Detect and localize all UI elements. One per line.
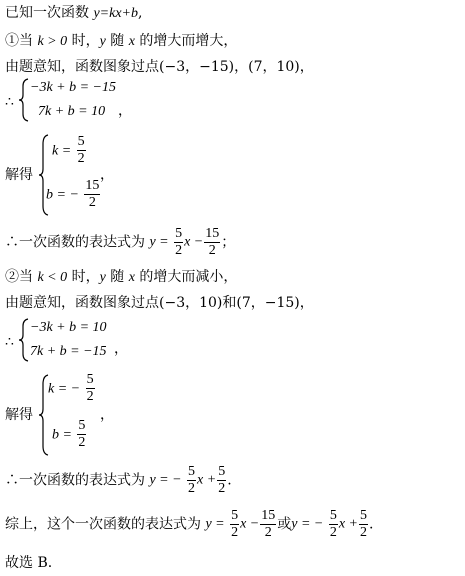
expr2-text: ∴一次函数的表达式为 bbox=[5, 472, 150, 489]
expr2-lhs: y = − bbox=[149, 472, 182, 488]
case2-t2: 随 bbox=[105, 269, 129, 285]
sys2-tail: ， bbox=[114, 341, 128, 357]
summary-line bbox=[5, 508, 373, 541]
denominator: 2 bbox=[188, 481, 196, 496]
sol1-b-lhs: b = − bbox=[46, 187, 79, 203]
numerator: 5 bbox=[329, 508, 337, 523]
sol2-b-row bbox=[52, 418, 87, 451]
case1-t2: 随 bbox=[105, 33, 129, 49]
case1-cond: k > 0 bbox=[37, 34, 68, 49]
numerator: 15 bbox=[85, 178, 100, 193]
fraction bbox=[187, 464, 196, 497]
case1-points bbox=[5, 58, 314, 76]
denominator: 2 bbox=[84, 194, 100, 211]
numerator: 5 bbox=[86, 372, 94, 387]
therefore-symbol: ∴ bbox=[5, 94, 14, 110]
fraction bbox=[329, 508, 338, 541]
sys1-tail: ， bbox=[118, 103, 132, 119]
summary-b-mid: x + bbox=[338, 516, 358, 532]
answer-line bbox=[5, 554, 52, 572]
therefore-symbol: ∴ bbox=[5, 334, 14, 350]
sol2-k-lhs: k = − bbox=[48, 381, 81, 397]
sol1-tail: ， bbox=[100, 167, 114, 183]
sys1-row1: −3k + b = −15 bbox=[30, 80, 117, 95]
sol2-tail: ， bbox=[100, 407, 114, 423]
sol1-b-row bbox=[46, 178, 101, 211]
expr1-lhs: y = bbox=[149, 234, 169, 250]
sys2-row1: −3k + b = 10 bbox=[30, 320, 107, 335]
given-text: 已知一次函数 bbox=[5, 5, 94, 21]
expr1-tail: ； bbox=[221, 234, 236, 251]
numerator: 5 bbox=[231, 508, 239, 523]
case1-points-text: 由题意知，函数图象过点(−3，−15)，(7，10)， bbox=[5, 59, 314, 75]
numerator: 5 bbox=[218, 464, 226, 479]
expr2-mid: x + bbox=[197, 472, 217, 488]
case2-t1: 时， bbox=[67, 269, 100, 285]
denominator: 2 bbox=[77, 151, 85, 166]
expression-1 bbox=[5, 226, 235, 259]
case2-points-text: 由题意知，函数图象过点(−3，10)和(7，−15)， bbox=[5, 295, 314, 311]
denominator: 2 bbox=[218, 481, 226, 496]
left-brace bbox=[18, 318, 30, 362]
summary-lhs2: y = − bbox=[291, 516, 324, 532]
case2-points bbox=[5, 294, 314, 312]
numerator: 5 bbox=[188, 464, 196, 479]
case1-t3: 的增大而增大， bbox=[134, 33, 238, 49]
given-formula: y=kx+b bbox=[93, 6, 138, 21]
summary-tail: . bbox=[368, 516, 374, 533]
case1-y: y bbox=[99, 34, 106, 49]
case2-y: y bbox=[99, 270, 106, 285]
solve-label: 解得 bbox=[5, 407, 33, 423]
denominator: 2 bbox=[231, 525, 239, 540]
sys2-row2: 7k + b = −15 bbox=[30, 344, 107, 359]
case1-x: x bbox=[128, 34, 135, 49]
numerator: 5 bbox=[77, 134, 85, 149]
fraction bbox=[359, 508, 368, 541]
fraction bbox=[77, 134, 86, 167]
sol1-k-row bbox=[52, 134, 87, 167]
solve-label: 解得 bbox=[5, 167, 33, 183]
fraction bbox=[86, 372, 95, 405]
numerator: 15 bbox=[205, 226, 220, 241]
denominator: 2 bbox=[359, 525, 367, 540]
case2-x: x bbox=[128, 270, 135, 285]
denominator: 2 bbox=[204, 242, 220, 259]
case1-condition bbox=[5, 32, 237, 51]
given-comma: , bbox=[138, 5, 143, 21]
fraction bbox=[260, 508, 276, 541]
numerator: 15 bbox=[261, 508, 276, 523]
denominator: 2 bbox=[175, 243, 183, 258]
summary-or: 或 bbox=[277, 516, 292, 533]
numerator: 5 bbox=[175, 226, 183, 241]
denominator: 2 bbox=[329, 525, 337, 540]
fraction bbox=[230, 508, 239, 541]
left-brace bbox=[18, 78, 30, 122]
case2-cond: k < 0 bbox=[37, 270, 68, 285]
denominator: 2 bbox=[86, 389, 94, 404]
answer-text: 故选 B. bbox=[5, 555, 53, 571]
case2-condition bbox=[5, 268, 237, 287]
numerator: 5 bbox=[359, 508, 367, 523]
expression-2 bbox=[5, 464, 232, 497]
denominator: 2 bbox=[78, 435, 86, 450]
numerator: 5 bbox=[78, 418, 86, 433]
case1-circle: ①当 bbox=[5, 33, 33, 49]
sol1-k-lhs: k = bbox=[52, 143, 72, 159]
expr1-text: ∴一次函数的表达式为 bbox=[5, 234, 150, 251]
sol2-b-lhs: b = bbox=[52, 427, 72, 443]
summary-lhs1: y = bbox=[205, 516, 225, 532]
expr2-tail: . bbox=[227, 472, 232, 489]
summary-a-mid: x − bbox=[240, 516, 260, 532]
sys1-row2: 7k + b = 10 bbox=[38, 104, 106, 119]
fraction bbox=[77, 418, 86, 451]
case2-t3: 的增大而减小， bbox=[134, 269, 238, 285]
fraction bbox=[204, 226, 220, 259]
summary-text: 综上，这个一次函数的表达式为 bbox=[5, 516, 206, 533]
case1-t1: 时， bbox=[67, 33, 100, 49]
fraction bbox=[174, 226, 183, 259]
expr1-mid: x − bbox=[184, 234, 204, 250]
sol2-k-row bbox=[48, 372, 96, 405]
line-given-function bbox=[5, 4, 142, 23]
fraction bbox=[84, 178, 100, 211]
case2-circle: ②当 bbox=[5, 269, 33, 285]
fraction bbox=[217, 464, 226, 497]
denominator: 2 bbox=[260, 524, 276, 541]
